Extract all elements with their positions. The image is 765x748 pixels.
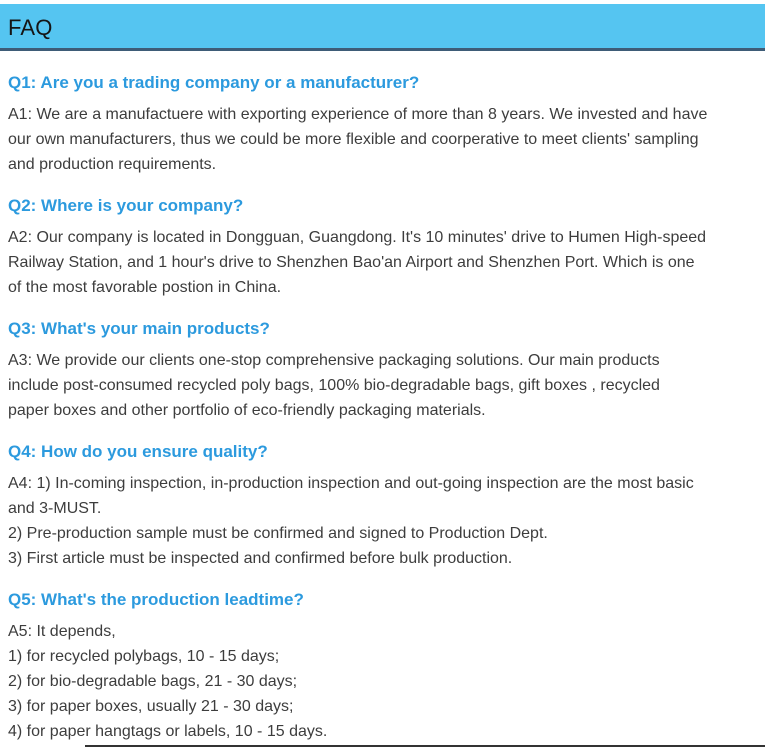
answer-line: 2) Pre-production sample must be confirmed and signed to Production Dept.: [8, 525, 548, 542]
faq-content: [0, 51, 765, 744]
answer-line: of the most favorable postion in China.: [8, 279, 282, 296]
faq-section-q1: [8, 72, 755, 177]
answer-line: 4) for paper hangtags or labels, 10 - 15 days.: [8, 723, 328, 740]
answer-text: [8, 619, 755, 744]
answer-line: 1) for recycled polybags, 10 - 15 days;: [8, 648, 280, 665]
answer-line: 3) First article must be inspected and confirmed before bulk production.: [8, 550, 513, 567]
answer-line: 2) for bio-degradable bags, 21 - 30 days;: [8, 673, 298, 690]
answer-text: [8, 348, 755, 423]
page-title: FAQ: [8, 15, 53, 40]
faq-section-q4: [8, 441, 755, 571]
question-heading: Q5: What's the production leadtime?: [8, 590, 304, 609]
answer-line: A3: We provide our clients one-stop comprehensive packaging solutions. Our main products: [8, 352, 660, 369]
answer-line: Railway Station, and 1 hour's drive to Shenzhen Bao'an Airport and Shenzhen Port. Which is one: [8, 254, 695, 271]
answer-text: [8, 225, 755, 300]
faq-section-q5: [8, 589, 755, 744]
answer-text: [8, 102, 755, 177]
faq-section-q3: [8, 318, 755, 423]
question-heading: Q2: Where is your company?: [8, 196, 244, 215]
question-heading: Q3: What's your main products?: [8, 319, 270, 338]
faq-section-q2: [8, 195, 755, 300]
next-section-divider: [85, 745, 765, 747]
answer-line: and 3-MUST.: [8, 500, 102, 517]
answer-line: A5: It depends,: [8, 623, 116, 640]
answer-line: include post-consumed recycled poly bags, 100% bio-degradable bags, gift boxes , recycled: [8, 377, 660, 394]
question-heading: Q1: Are you a trading company or a manufacturer?: [8, 73, 420, 92]
question-heading: Q4: How do you ensure quality?: [8, 442, 268, 461]
answer-line: 3) for paper boxes, usually 21 - 30 days;: [8, 698, 294, 715]
answer-line: our own manufacturers, thus we could be more flexible and coorperative to meet clients' sampling: [8, 131, 699, 148]
answer-line: A2: Our company is located in Dongguan, Guangdong. It's 10 minutes' drive to Humen High-speed: [8, 229, 707, 246]
answer-text: [8, 471, 755, 571]
answer-line: A1: We are a manufactuere with exporting experience of more than 8 years. We invested and have: [8, 106, 708, 123]
answer-line: A4: 1) In-coming inspection, in-production inspection and out-going inspection are the most basic: [8, 475, 694, 492]
answer-line: and production requirements.: [8, 156, 217, 173]
faq-header-bar: [0, 4, 765, 51]
answer-line: paper boxes and other portfolio of eco-friendly packaging materials.: [8, 402, 486, 419]
